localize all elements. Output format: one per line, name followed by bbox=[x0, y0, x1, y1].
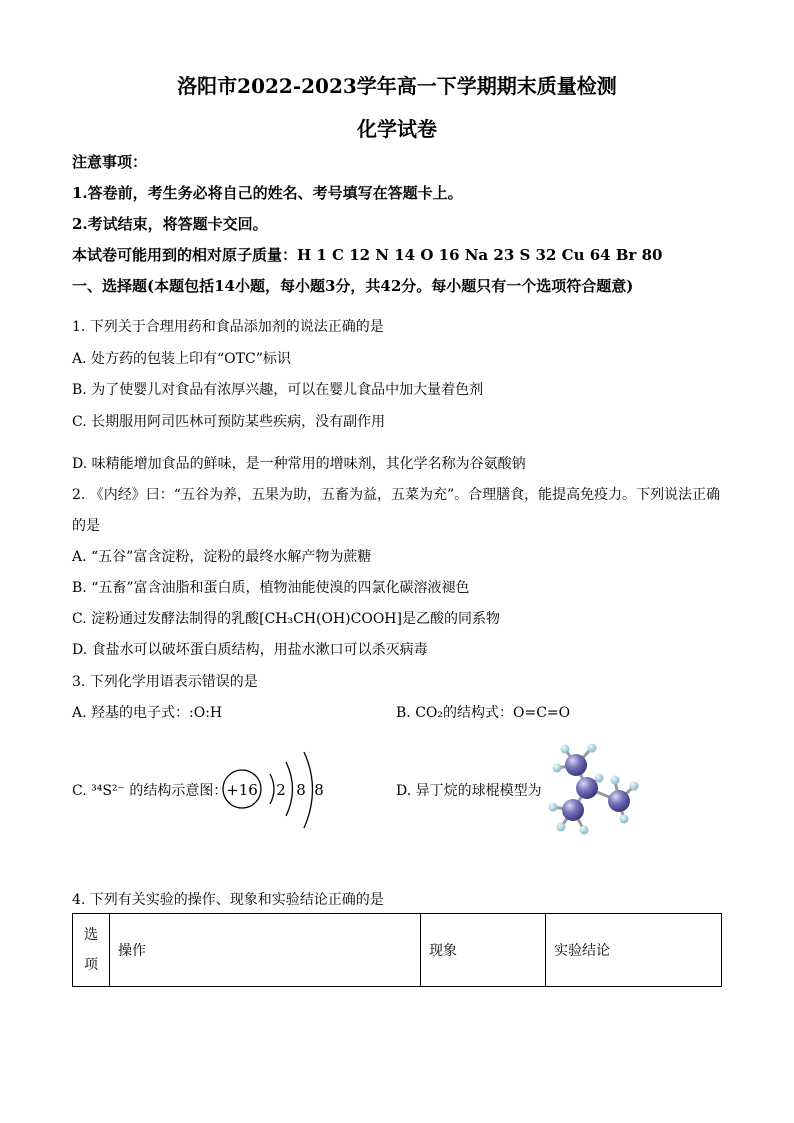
hydrogen-atom bbox=[588, 744, 597, 753]
hydrogen-atom bbox=[620, 815, 629, 824]
q2-option-a: A. “五谷”富含淀粉，淀粉的最终水解产物为蔗糖 bbox=[72, 549, 372, 565]
q2-option-c: C. 淀粉通过发酵法制得的乳酸[CH₃CH(OH)COOH]是乙酸的同系物 bbox=[72, 611, 500, 627]
shell-electrons-3: 8 bbox=[314, 781, 324, 799]
q2-option-d: D. 食盐水可以破坏蛋白质结构，用盐水漱口可以杀灭病毒 bbox=[72, 642, 428, 658]
shell-electrons-2: 8 bbox=[296, 781, 306, 799]
nucleus-charge: +16 bbox=[226, 781, 258, 799]
hydrogen-atom bbox=[553, 764, 562, 773]
carbon-atom bbox=[562, 799, 584, 821]
hydrogen-atom bbox=[611, 776, 620, 785]
q4-stem: 4. 下列有关实验的操作、现象和实验结论正确的是 bbox=[72, 892, 384, 908]
notice-item-1: 1.答卷前，考生务必将自己的姓名、考号填写在答题卡上。 bbox=[72, 184, 463, 202]
q2-option-b: B. “五畜”富含油脂和蛋白质，植物油能使溴的四氯化碳溶液褪色 bbox=[72, 580, 470, 596]
carbon-atom bbox=[608, 790, 630, 812]
q1-option-c: C. 长期服用阿司匹林可预防某些疾病，没有副作用 bbox=[72, 414, 386, 430]
q2-stem-line1: 2. 《内经》曰：“五谷为养，五果为助，五畜为益，五菜为充”。合理膳食，能提高免疫力。下列说法正确 bbox=[72, 487, 721, 503]
shell-electrons-1: 2 bbox=[276, 781, 286, 799]
q2-stem-line2: 的是 bbox=[72, 518, 100, 534]
q3-option-d: D. 异丁烷的球棍模型为 bbox=[396, 783, 542, 799]
header-conclusion: 实验结论 bbox=[546, 914, 722, 987]
hydrogen-atom bbox=[580, 826, 589, 835]
section-heading: 一、选择题(本题包括14小题，每小题3分，共42分。每小题只有一个选项符合题意) bbox=[72, 277, 634, 295]
hydrogen-atom bbox=[549, 803, 558, 812]
carbon-atom-central bbox=[576, 777, 598, 799]
exam-title: 洛阳市2022-2023学年高一下学期期末质量检测 bbox=[177, 74, 617, 98]
table-header-row bbox=[73, 914, 722, 987]
hydrogen-atom bbox=[561, 745, 570, 754]
electron-shell-arc-1 bbox=[270, 774, 274, 804]
q1-option-d: D. 味精能增加食品的鲜味，是一种常用的增味剂，其化学名称为谷氨酸钠 bbox=[72, 456, 526, 472]
header-operation: 操作 bbox=[110, 914, 421, 987]
q1-option-a: A. 处方药的包装上印有“OTC”标识 bbox=[72, 351, 291, 367]
q3-stem: 3. 下列化学用语表示错误的是 bbox=[72, 674, 258, 690]
hydrogen-atom bbox=[557, 823, 566, 832]
q3-option-c: C. ³⁴S²⁻ 的结构示意图： bbox=[72, 783, 228, 799]
exam-subtitle: 化学试卷 bbox=[357, 117, 437, 141]
q1-option-b: B. 为了使婴儿对食品有浓厚兴趣，可以在婴儿食品中加大量着色剂 bbox=[72, 382, 484, 398]
q3-option-b: B. CO₂的结构式：O=C=O bbox=[396, 705, 571, 721]
notice-item-2: 2.考试结束，将答题卡交回。 bbox=[72, 215, 268, 233]
electron-shell-arc-2 bbox=[286, 762, 293, 816]
header-phenomenon: 现象 bbox=[421, 914, 546, 987]
isobutane-ball-and-stick-model bbox=[545, 738, 645, 838]
carbon-atom bbox=[565, 754, 587, 776]
experiment-table bbox=[72, 913, 722, 987]
sulfide-ion-structure-diagram bbox=[215, 750, 335, 835]
header-option: 选项 bbox=[73, 914, 110, 987]
notice-heading: 注意事项： bbox=[72, 153, 148, 171]
q1-stem: 1. 下列关于合理用药和食品添加剂的说法正确的是 bbox=[72, 319, 384, 335]
atomic-masses: 本试卷可能用到的相对原子质量：H 1 C 12 N 14 O 16 Na 23 S 32 Cu 64 Br 80 bbox=[72, 246, 663, 264]
hydrogen-atom bbox=[595, 774, 604, 783]
q3-option-a: A. 羟基的电子式：:O:H bbox=[72, 705, 223, 721]
hydrogen-atom bbox=[630, 782, 639, 791]
